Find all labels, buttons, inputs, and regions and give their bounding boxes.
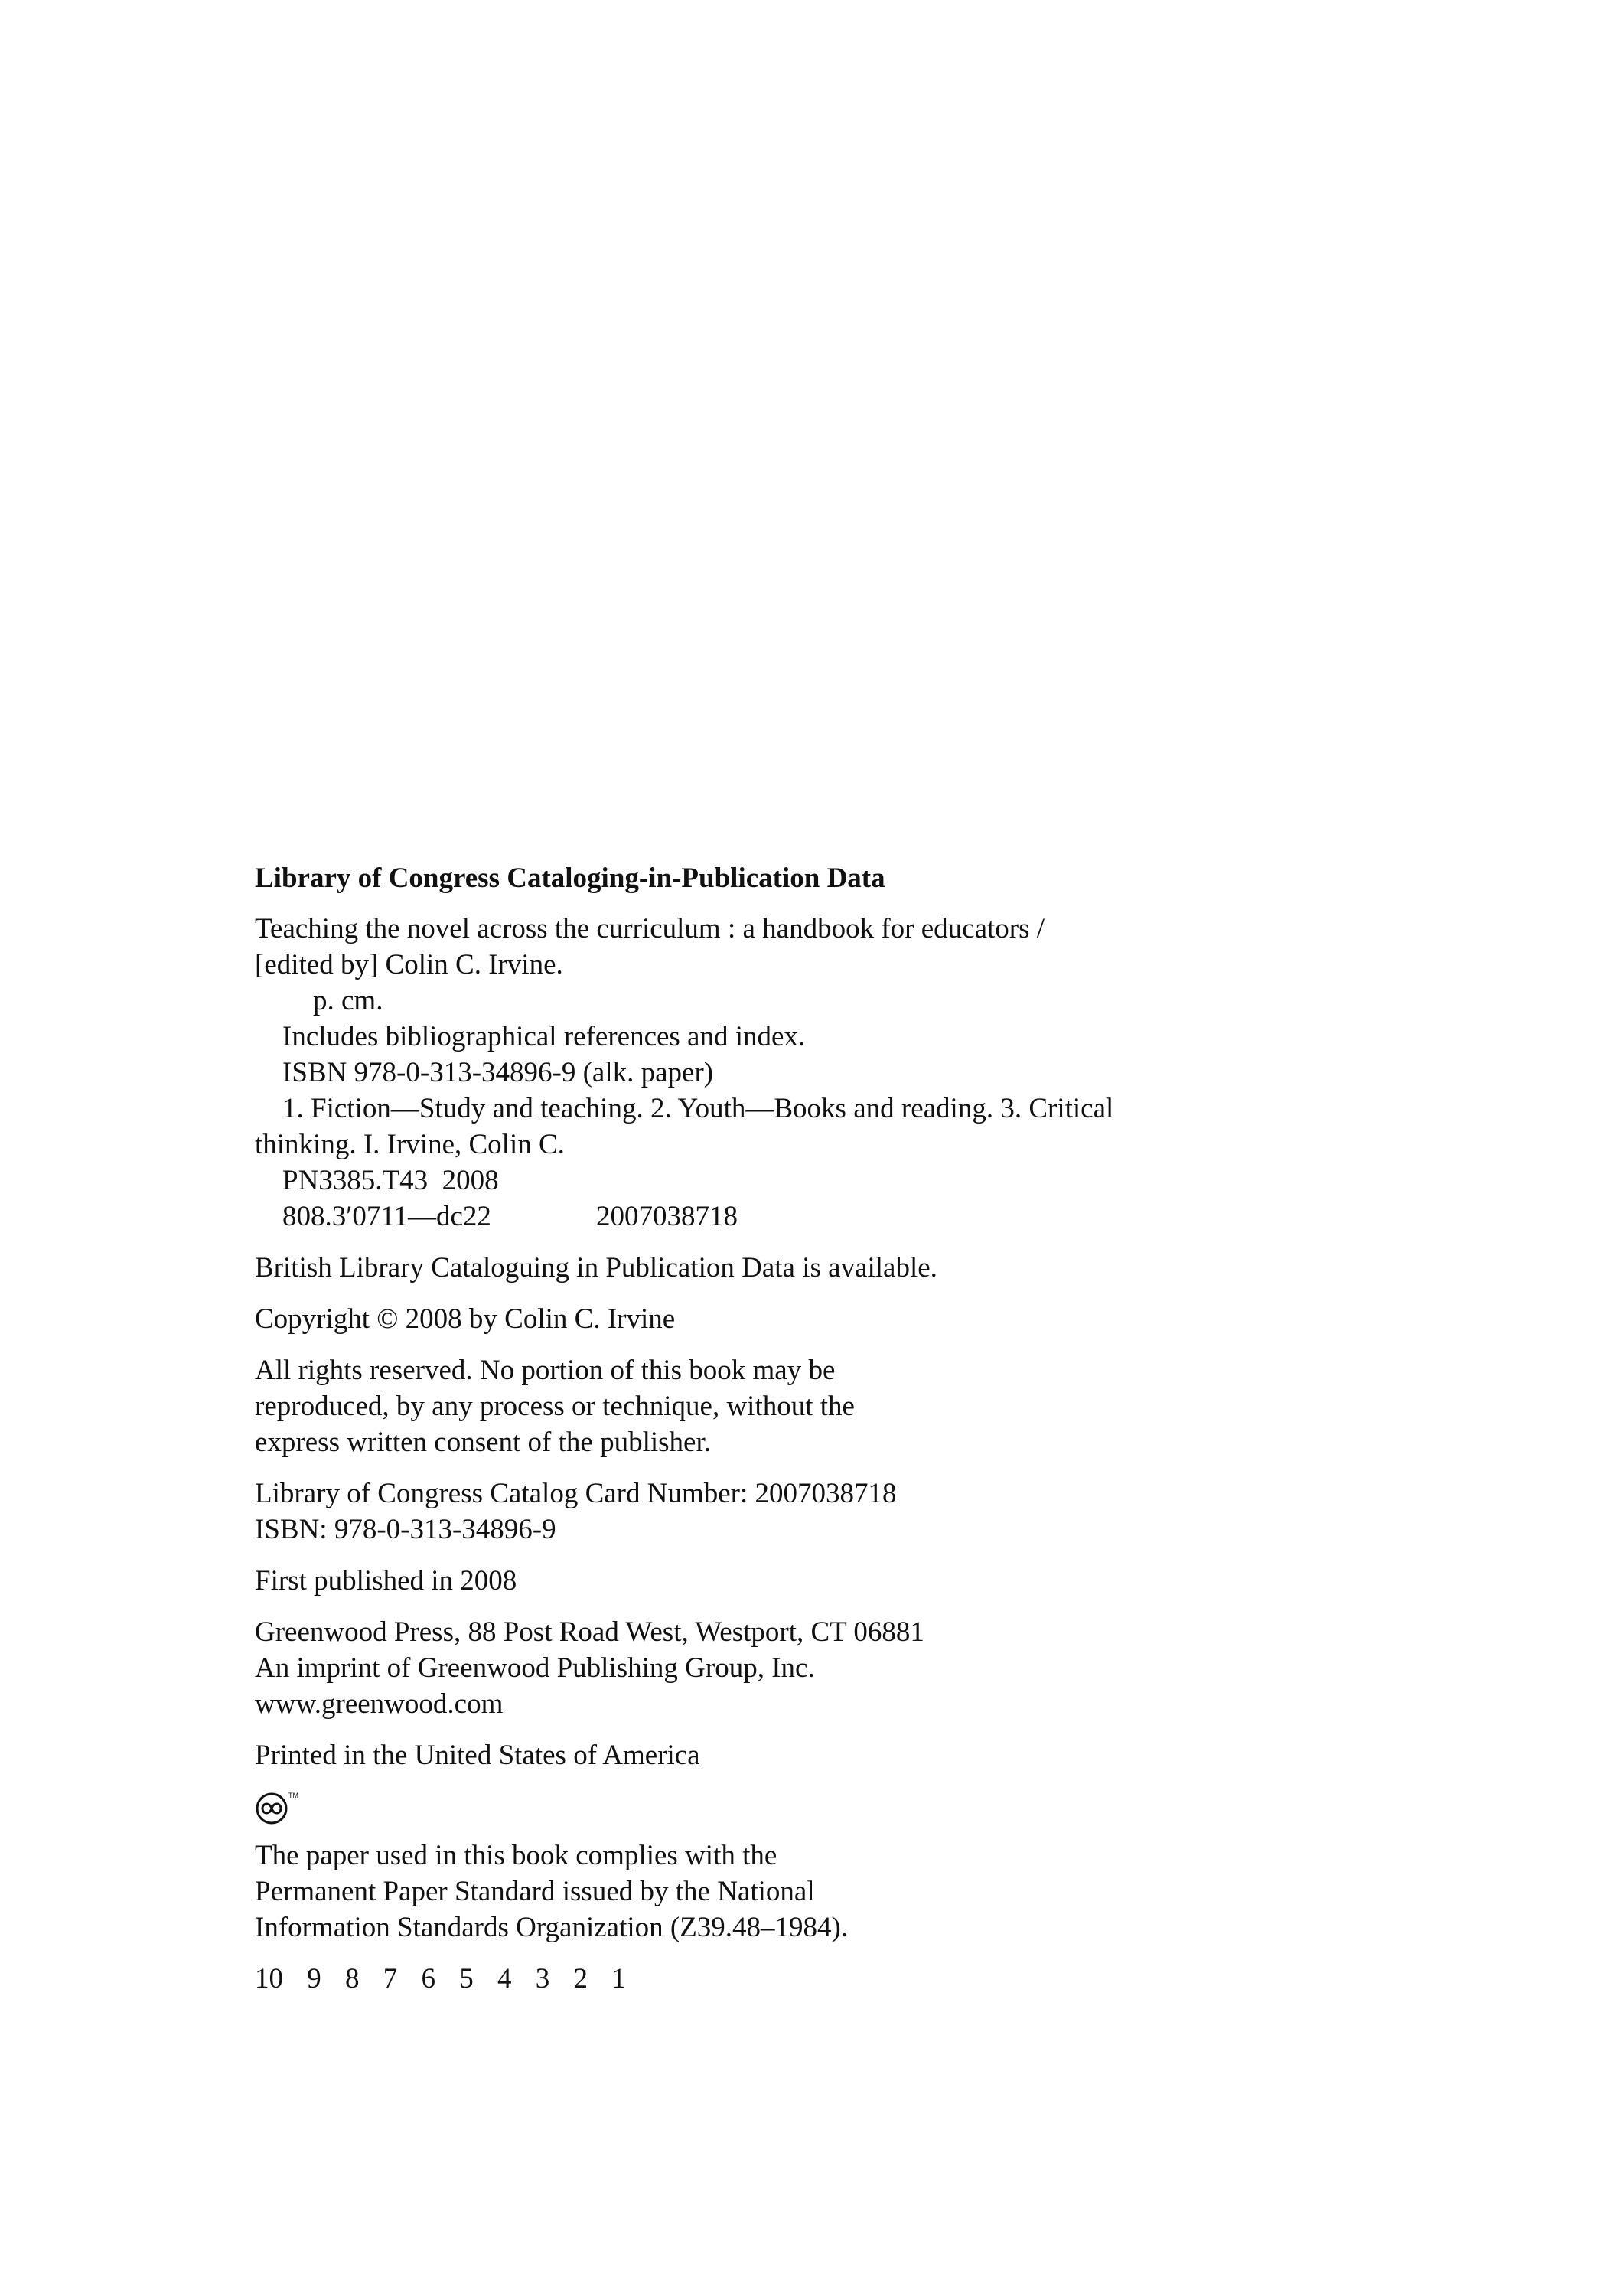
cip-title-line: [edited by] Colin C. Irvine. <box>255 949 563 980</box>
copyright-page <box>255 860 1449 1997</box>
printing-number: 4 <box>497 1963 512 1994</box>
rights-line: express written consent of the publisher. <box>255 1427 711 1458</box>
catalog-card-number: Library of Congress Catalog Card Number: 2007038718 <box>255 1478 897 1509</box>
cip-lc-class: PN3385.T43 2008 <box>282 1165 499 1196</box>
printing-number: 3 <box>535 1963 550 1994</box>
cip-isbn: ISBN 978-0-313-34896-9 (alk. paper) <box>282 1057 714 1088</box>
printed-in: Printed in the United States of America <box>255 1740 700 1771</box>
copyright-line: Copyright © 2008 by Colin C. Irvine <box>255 1303 676 1335</box>
catalog-isbn: ISBN: 978-0-313-34896-9 <box>255 1514 556 1545</box>
printing-number: 1 <box>611 1963 626 1994</box>
printing-number: 6 <box>421 1963 435 1994</box>
publisher-website: www.greenwood.com <box>255 1688 504 1720</box>
infinity-paper-permanence-icon <box>255 1789 308 1827</box>
cip-subjects-line: thinking. I. Irvine, Colin C. <box>255 1129 565 1160</box>
paper-note-line: Permanent Paper Standard issued by the National <box>255 1876 815 1907</box>
printing-number: 7 <box>383 1963 398 1994</box>
printing-number: 10 <box>255 1963 283 1994</box>
cip-notes: Includes bibliographical references and index. <box>282 1021 806 1052</box>
cip-heading: Library of Congress Cataloging-in-Publication Data <box>255 863 885 894</box>
cip-dewey: 808.3′0711—dc22 <box>282 1201 491 1232</box>
cip-pagination: p. cm. <box>313 985 383 1016</box>
paper-note-line: The paper used in this book complies with the <box>255 1840 777 1871</box>
rights-statement <box>255 1352 1449 1460</box>
publisher-address: Greenwood Press, 88 Post Road West, Westport, CT 06881 <box>255 1616 924 1648</box>
catalog-info <box>255 1476 1449 1548</box>
first-published: First published in 2008 <box>255 1565 517 1596</box>
paper-note-line: Information Standards Organization (Z39.48–1984). <box>255 1912 849 1943</box>
printing-number: 2 <box>573 1963 588 1994</box>
paper-standard-note <box>255 1838 1449 1945</box>
rights-line: All rights reserved. No portion of this book may be <box>255 1355 836 1386</box>
printing-number-line <box>255 1961 1449 1997</box>
rights-line: reproduced, by any process or technique, without the <box>255 1391 855 1422</box>
printing-number: 9 <box>307 1963 321 1994</box>
cip-subjects-line: 1. Fiction—Study and teaching. 2. Youth—Books and reading. 3. Critical <box>282 1093 1114 1124</box>
publisher-imprint: An imprint of Greenwood Publishing Group, Inc. <box>255 1652 815 1684</box>
paper-permanence-symbol <box>255 1789 1449 1827</box>
cip-classification-row <box>255 1199 1449 1234</box>
publisher-info <box>255 1614 1449 1722</box>
printing-number: 8 <box>345 1963 360 1994</box>
cip-record <box>255 911 1449 1234</box>
trademark-mark: TM <box>288 1792 298 1799</box>
british-library-note: British Library Cataloguing in Publication Data is available. <box>255 1252 937 1283</box>
cip-title-line: Teaching the novel across the curriculum : a handbook for educators / <box>255 913 1045 944</box>
cip-lccn: 2007038718 <box>596 1201 738 1232</box>
printing-number: 5 <box>459 1963 474 1994</box>
